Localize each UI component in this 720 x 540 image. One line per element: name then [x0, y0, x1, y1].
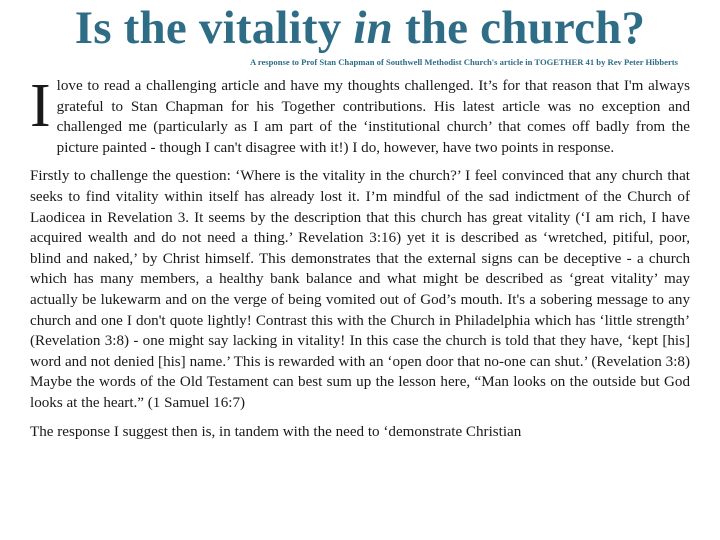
title-part-1: Is the vitality: [74, 2, 354, 54]
article-title: [30, 0, 690, 54]
drop-cap: I: [30, 72, 51, 140]
title-part-2: the church?: [393, 2, 646, 54]
paragraph-1: [30, 72, 690, 158]
paragraph-2: Firstly to challenge the question: ‘Where is the vitality in the church?’ I feel convinced that any church that seeks to find vitality within itself has already lost it. I’m mindful of the sad indictment of the Church of Laodicea in Revelation 3. It seems by the description that this church has great vitality (‘I am rich, I have acquired wealth and do not need a thing.’ Revelation 3:16) yet it is described as ‘wretched, pitiful, poor, blind and naked,’ by Christ himself. This demonstrates that the external signs can be deceptive - a church which has many members, a healthy bank balance and what might be described as ‘great vitality’ may actually be lukewarm and on the verge of being vomited out of God’s mouth. It's a sobering message to any church and one I don't quote lightly! Contrast this with the Church in Philadelphia which has ‘little strength’ (Revelation 3:8) - one might say lacking in vitality! In this case the church is told that they have, ‘kept [his] word and not denied [his] name.’ This is rewarded with an ‘open door that no-one can shut.’ (Revelation 3:8) Maybe the words of the Old Testament can best sum up the lesson here, “Man looks on the outside but God looks at the heart.” (1 Samuel 16:7): [30, 168, 690, 411]
title-emphasis: in: [353, 2, 394, 54]
paragraph-3: The response I suggest then is, in tandem with the need to ‘demonstrate Christian: [30, 423, 522, 440]
article-body: [30, 72, 690, 442]
paragraph-1-text: love to read a challenging article and have my thoughts challenged. It’s for that reason that I'm always grateful to Stan Chapman for his Together contributions. His latest article was no exception and challenged me (particularly as I am part of the ‘institutional church’ that comes off badly from the picture painted - though I can't disagree with it!) I do, however, have two points in response.: [56, 78, 690, 156]
article-byline: A response to Prof Stan Chapman of Southwell Methodist Church's article in TOGETHER 41 by Rev Peter Hibberts: [249, 57, 678, 67]
